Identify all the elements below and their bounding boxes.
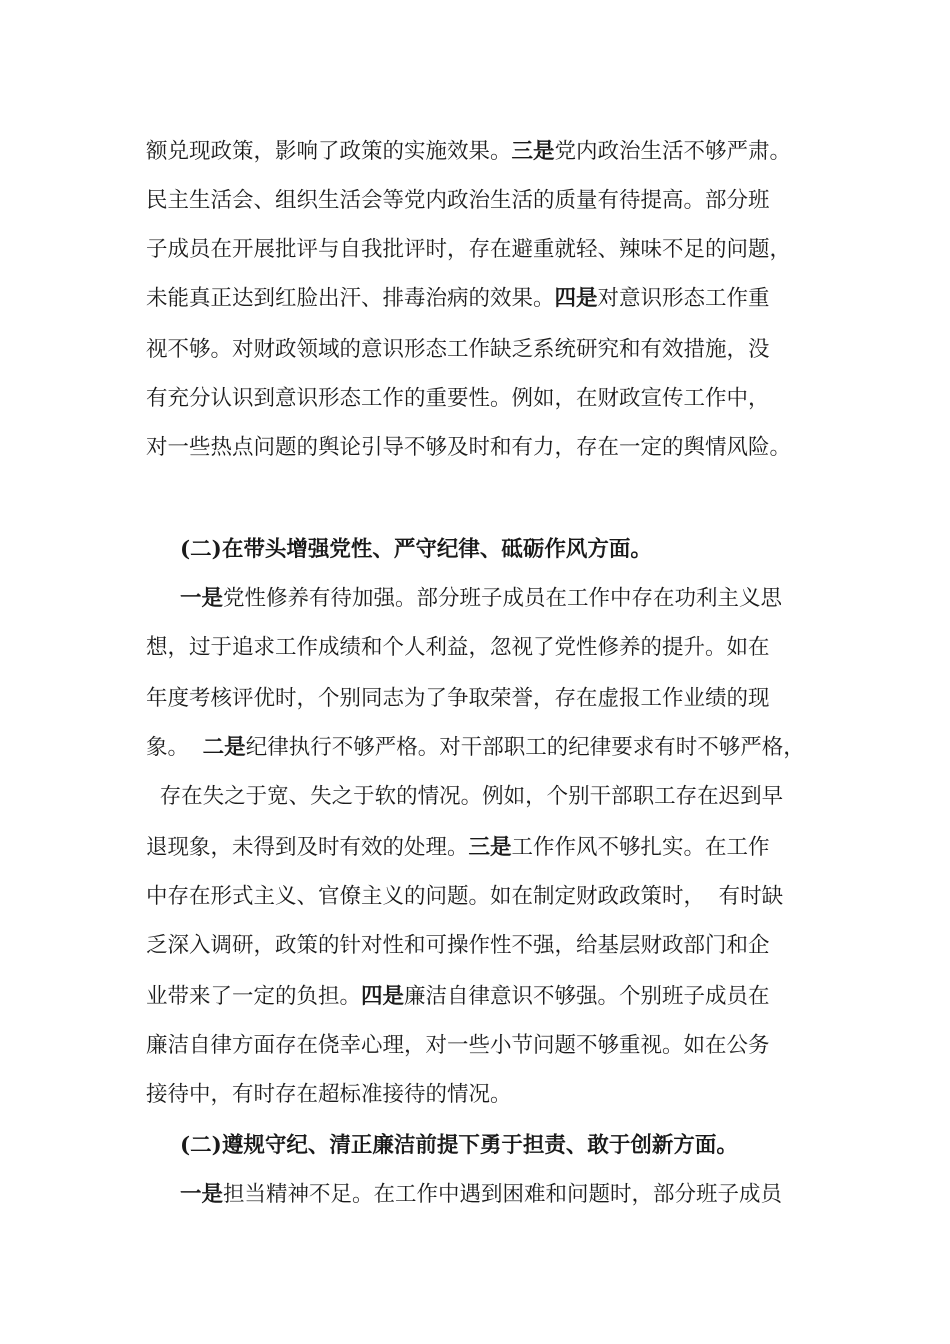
bold-marker: 一是: [180, 1182, 224, 1207]
text-line: [146, 433, 836, 463]
text-run: 额兑现政策，影响了政策的实施效果。: [146, 139, 512, 164]
text-line: [146, 137, 836, 167]
text-run: 有充分认识到意识形态工作的重要性。例如，在财政宣传工作中，: [146, 386, 770, 411]
text-line: [146, 882, 836, 912]
text-line: [146, 833, 836, 863]
text-run: 中存在形式主义、官僚主义的问题。如在制定财政政策时， 有时缺: [146, 884, 784, 909]
text-run: 视不够。对财政领域的意识形态工作缺乏系统研究和有效措施，没: [146, 337, 770, 362]
text-run: 对意识形态工作重: [597, 286, 770, 311]
text-run: 党性修养有待加强。部分班子成员在工作中存在功利主义思: [223, 586, 783, 611]
text-run: 存在失之于宽、失之于软的情况。例如，个别干部职工存在迟到早: [146, 784, 784, 809]
text-line: [180, 1180, 870, 1210]
text-line: [146, 384, 836, 414]
section-heading: (二)在带头增强党性、严守纪律、砥砺作风方面。: [180, 537, 652, 562]
text-line: [146, 284, 836, 314]
bold-marker: 四是: [554, 286, 598, 311]
text-run: 对一些热点问题的舆论引导不够及时和有力，存在一定的舆情风险。: [146, 435, 792, 460]
text-line: [146, 782, 836, 812]
text-run: 业带来了一定的负担。: [146, 984, 362, 1009]
text-run: 象。: [146, 735, 203, 760]
text-run: 乏深入调研，政策的针对性和可操作性不强，给基层财政部门和企: [146, 933, 770, 958]
text-line: [146, 1080, 836, 1110]
text-line: [146, 684, 836, 714]
text-line: [146, 335, 836, 365]
bold-marker: 四是: [361, 984, 405, 1009]
text-run: 年度考核评优时，个别同志为了争取荣誉，存在虚报工作业绩的现: [146, 686, 770, 711]
text-run: 廉洁自律意识不够强。个别班子成员在: [404, 984, 770, 1009]
text-run: 担当精神不足。在工作中遇到困难和问题时，部分班子成员: [223, 1182, 783, 1207]
text-run: 纪律执行不够严格。对干部职工的纪律要求有时不够严格，: [245, 735, 805, 760]
text-run: 子成员在开展批评与自我批评时，存在避重就轻、辣味不足的问题，: [146, 237, 792, 262]
text-run: 民主生活会、组织生活会等党内政治生活的质量有待提高。部分班: [146, 188, 770, 213]
section-heading: (二)遵规守纪、清正廉洁前提下勇于担责、敢于创新方面。: [180, 1133, 738, 1158]
text-run: 退现象，未得到及时有效的处理。: [146, 835, 469, 860]
text-line: [146, 1031, 836, 1061]
text-line: [146, 733, 836, 763]
bold-marker: 一是: [180, 586, 224, 611]
text-line: [146, 931, 836, 961]
bold-marker: 三是: [468, 835, 512, 860]
text-run: 接待中，有时存在超标准接待的情况。: [146, 1082, 512, 1107]
text-line: [146, 235, 836, 265]
text-run: 想，过于追求工作成绩和个人利益，忽视了党性修养的提升。如在: [146, 635, 770, 660]
text-line: [146, 633, 836, 663]
bold-marker: 二是: [202, 735, 246, 760]
text-run: 未能真正达到红脸出汗、排毒治病的效果。: [146, 286, 555, 311]
text-run: 党内政治生活不够严肃。: [554, 139, 792, 164]
text-line: [146, 982, 836, 1012]
text-run: 廉洁自律方面存在侥幸心理，对一些小节问题不够重视。如在公务: [146, 1033, 770, 1058]
text-line: [180, 584, 870, 614]
text-line: [146, 186, 836, 216]
bold-marker: 三是: [511, 139, 555, 164]
text-run: 工作作风不够扎实。在工作: [511, 835, 770, 860]
